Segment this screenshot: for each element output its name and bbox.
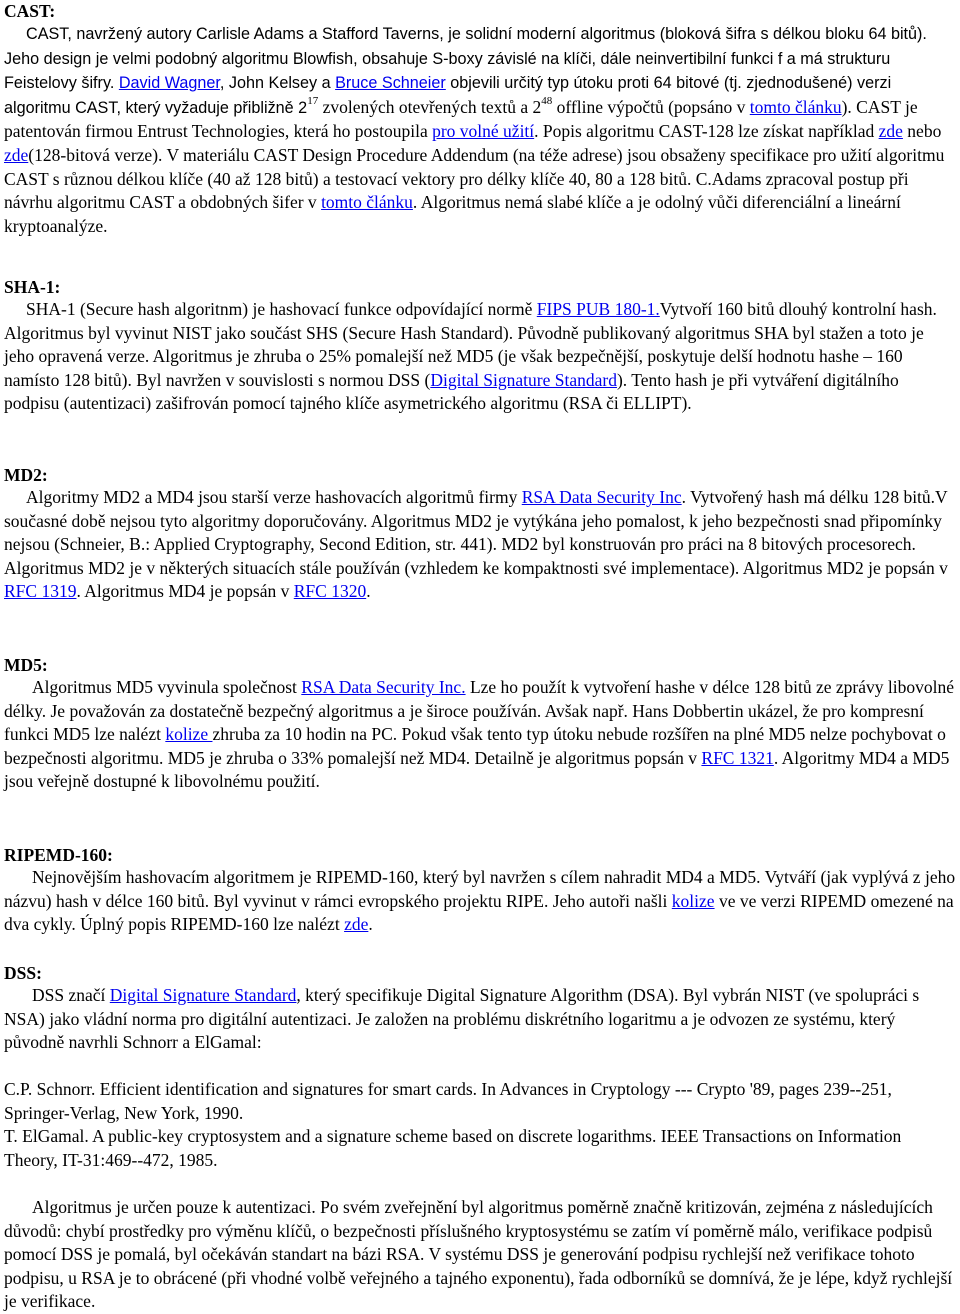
dss-paragraph	[4, 984, 958, 1055]
link-rsa-data-security[interactable]: RSA Data Security Inc.	[301, 677, 466, 697]
link-zde-2[interactable]: zde	[4, 144, 29, 165]
link-rfc-1320[interactable]: RFC 1320	[293, 581, 367, 602]
link-bruce-schneier[interactable]: Bruce Schneier	[335, 74, 446, 93]
sha1-paragraph	[4, 298, 958, 416]
text-run: Lze ho použít k vytvoření hashe v délce 128 bitů ze zprávy libovolné délky. Je považován za dostatečně bezpečný algoritmus a je široce používán. Avšak např. Hans Dobbertin ukázel, že pro kompresní funkci MD5 lze nalézt	[4, 677, 954, 745]
reference-elgamal: T. ElGamal. A public-key cryptosystem and a signature scheme based on discrete logarithms. IEEE Transactions on Information Theory, IT-31:469--472, 1985.	[4, 1126, 902, 1170]
link-rfc-1321[interactable]: RFC 1321	[701, 747, 774, 768]
text-run: Algoritmus je určen pouze k autentizaci. Po svém zveřejnění byl algoritmus poměrně značně kritizován, zejména z následujících důvodů: chybí prostředky pro výměnu klíčů, o bezpečnosti příslušného kryptosystému se zatím ví poměrně málo, verifikace podpisů pomocí DSS je pomalá, byl očekáván standart na bázi RSA. V systému DSS je generování podpisu rychlejší než verifikace tohoto podpisu, u RSA je to obrácené (při vhodné volbě veřejného a tajného exponentu), řada odborníků se domnívá, že je lépe, když rychlejší je verifikace.	[4, 1197, 953, 1312]
section-md2	[4, 464, 958, 604]
reference-schnorr: C.P. Schnorr. Efficient identification and signatures for smart cards. In Advances in Cryptology --- Crypto '89, pages 239--251, Springer-Verlag, New York, 1990.	[4, 1079, 892, 1123]
text-run: Nejnovějším hashovacím algoritmem je RIPEMD-160, který byl navržen s cílem nahradit MD4 a MD5. Vytváří (jak vyplývá z jeho názvu) hash v délce 160 bitů. Byl vyvinut v rámci evropského projektu RIPE. Jeho autoři našli	[4, 867, 956, 911]
link-pro-volne-uziti[interactable]: pro volné užití	[432, 121, 535, 142]
text-run: . Algoritmus nemá slabé klíče a je odolný vůči diferenciální a lineární kryptoanalýze.	[4, 192, 901, 236]
section-title-md2: MD2:	[4, 465, 48, 485]
text-run: DSS značí	[32, 985, 110, 1005]
section-title-sha1: SHA-1:	[4, 277, 61, 297]
text-run: zhruba za 10 hodin na PC. Pokud však tento typ útoku nebude rozšířen na plné MD5 nelze pochybovat o bezpečnosti algoritmu. MD5 je zhruba o 33% pomalejší než MD4. Detailně je algoritmus popsán v	[4, 724, 946, 768]
text-run: nebo	[902, 121, 942, 142]
link-tomto-clanku-2[interactable]: tomto článku	[321, 192, 413, 213]
text-run: Algoritmy MD2 a MD4 jsou starší verze hashovacích algoritmů firmy	[26, 487, 522, 507]
link-digital-signature-standard[interactable]: Digital Signature Standard	[109, 985, 297, 1005]
text-run: ve ve verzi RIPEMD omezené na dva cykly. Úplný popis RIPEMD-160 lze nalézt	[4, 890, 954, 935]
link-rfc-1319[interactable]: RFC 1319	[4, 581, 77, 602]
text-run: . Algoritmus MD4 je popsán v	[76, 581, 294, 602]
text-run: , John Kelsey a	[219, 74, 336, 93]
section-sha1	[4, 276, 958, 416]
text-run: . Algoritmy MD4 a MD5 jsou veřejně dostupné k libovolnému použití.	[4, 747, 950, 792]
link-zde-1[interactable]: zde	[878, 121, 903, 142]
cast-paragraph	[4, 22, 958, 238]
section-md5	[4, 654, 958, 794]
text-run: . Vytvořený hash má délku 128 bitů.V současné době nejsou tyto algoritmy doporučovány. Algoritmus MD2 je vytýkána jeho pomalost, k jeho bezpečnosti snad připomínky nejsou (Schneier, B.: Applied Cryptography, Second Edition, str. 441). MD2 byl konstruován pro práci na 8 bitových procesorech. Algoritmus MD2 je v některých situacích stále používán (vzhledem ke kompaktnosti své implementace). Algoritmus MD2 je popsán v	[4, 487, 948, 578]
superscript: 48	[541, 94, 553, 107]
link-fips-pub-180-1[interactable]: FIPS PUB 180-1.	[536, 299, 660, 319]
section-title-cast: CAST:	[4, 1, 56, 21]
text-run: objevili určitý typ útoku proti 64 bitové (tj. zjednodušené) verzi algoritmu CAST, který vyžaduje přibližně 2	[4, 74, 892, 117]
link-digital-signature-standard[interactable]: Digital Signature Standard	[430, 369, 617, 390]
text-run: (128-bitová verze). V materiálu CAST Design Procedure Addendum (na téže adrese) jsou obsaženy specifikace pro užití algoritmu CAST s různou délkou klíče (40 až 128 bitů) a testovací vektory pro délky klíče 40, 80 a 128 bitů. C.Adams zpracoval postup při návrhu algoritmu CAST a obdobných šifer v	[4, 144, 945, 213]
ripemd-paragraph	[4, 866, 958, 937]
text-run: zvolených otevřených textů a 2	[318, 96, 542, 117]
link-kolize[interactable]: kolize	[165, 724, 213, 745]
link-rsa-data-security[interactable]: RSA Data Security Inc	[521, 487, 682, 507]
section-cast	[4, 0, 958, 238]
superscript: 17	[307, 94, 319, 107]
text-run: ). Tento hash je při vytváření digitálního podpisu (autentizaci) zašifrován pomocí tajného klíče asymetrického algoritmu (RSA či ELLIPT).	[4, 369, 899, 414]
section-dss	[4, 962, 958, 1055]
link-kolize[interactable]: kolize	[671, 890, 715, 911]
section-title-dss: DSS:	[4, 963, 42, 983]
text-run: CAST, navržený autory Carlisle Adams a Stafford Taverns, je solidní moderní algoritmus (bloková šifra s délkou bloku 64 bitů). Jeho design je velmi podobný algoritmu Blowfish, obsahuje S-boxy závislé na klíči, dále neinvertibilní funkci f a má strukturu Feistelovy šifry.	[4, 25, 927, 93]
text-run: SHA-1 (Secure hash algoritnm) je hashovací funkce odpovídající normě	[26, 299, 537, 319]
text-run: Vytvoří 160 bitů dlouhý kontrolní hash. Algoritmus byl vyvinut NIST jako součást SHS (Secure Hash Standard). Původně publikovaný algoritmus SHA byl stažen a toto je jeho opravená verze. Algoritmus je zhruba o 25% pomalejší než MD5 (je však bezpečnější, poskytuje delší hodnotu hashe – 160 namísto 128 bitů). Byl navržen v souvislosti s normou DSS (	[4, 299, 937, 390]
section-title-ripemd: RIPEMD-160:	[4, 845, 113, 865]
text-run: offline výpočtů (popsáno v	[552, 96, 750, 117]
section-title-md5: MD5:	[4, 655, 48, 675]
link-zde[interactable]: zde	[344, 914, 369, 935]
text-run: .	[366, 581, 371, 602]
link-david-wagner[interactable]: David Wagner	[118, 74, 220, 93]
text-run: , který specifikuje Digital Signature Algorithm (DSA). Byl vybrán NIST (ve spolupráci s NSA) jako vládní norma pro digitální autentizaci. Je založen na problému diskrétního logaritmu a je odvozen ze systému, který původně navrhli Schnorr a ElGamal:	[4, 985, 920, 1053]
link-tomto-clanku-1[interactable]: tomto článku	[749, 96, 842, 117]
md2-paragraph	[4, 486, 958, 604]
dss-closing-paragraph	[4, 1196, 958, 1314]
md5-paragraph	[4, 676, 958, 794]
dss-closing	[4, 1196, 958, 1314]
section-ripemd	[4, 844, 958, 937]
text-run: .	[368, 914, 373, 935]
text-run: ). CAST je patentován firmou Entrust Technologies, která ho postoupila	[4, 96, 918, 142]
dss-references	[4, 1078, 958, 1172]
text-run: . Popis algoritmu CAST-128 lze získat například	[534, 121, 879, 142]
text-run: Algoritmus MD5 vyvinula společnost	[32, 677, 302, 697]
